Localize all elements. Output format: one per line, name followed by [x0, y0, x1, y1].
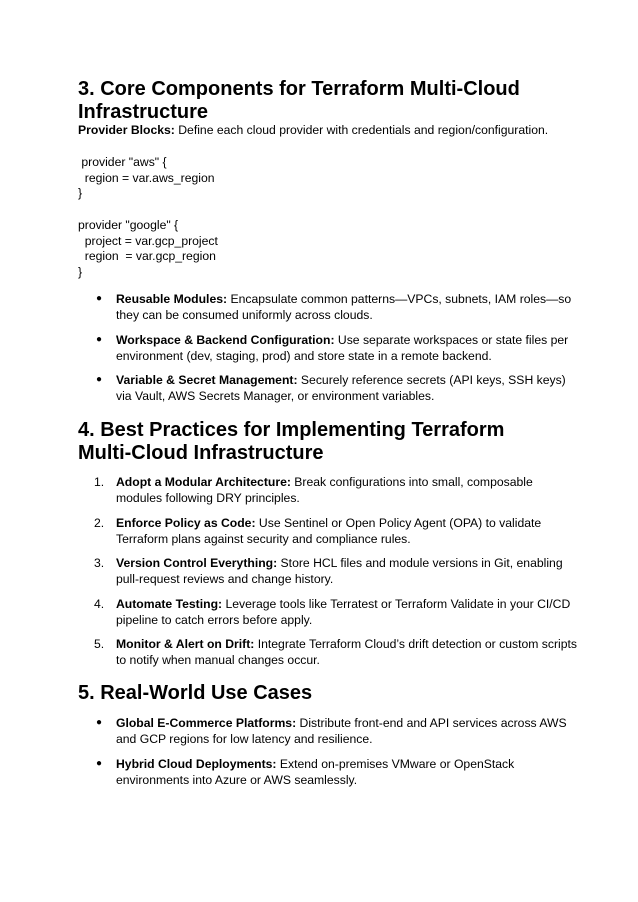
item-label: Automate Testing: [116, 596, 223, 611]
item-number: 5. [94, 637, 105, 651]
section-4-heading-line-2: Multi-Cloud Infrastructure [78, 442, 324, 464]
item-text: Use separate workspaces or state files per environment (dev, staging, prod) and store state in a remote backend. [116, 332, 569, 363]
item-label: Global E-Commerce Platforms: [116, 716, 297, 730]
item-text: Integrate Terraform Cloud’s drift detection or custom scripts to notify when manual changes occur. [116, 637, 577, 667]
item-text: Distribute front-end and API services across AWS and GCP regions for low latency and resilience. [116, 716, 567, 746]
list-item [78, 756, 578, 788]
item-text: Leverage tools like Terratest or Terraform Validate in your CI/CD pipeline to catch errors before apply. [116, 596, 571, 627]
item-label: Enforce Policy as Code: [116, 515, 256, 530]
section-5-heading: 5. Real-World Use Cases [78, 682, 313, 704]
list-item [78, 715, 578, 747]
list-item [78, 332, 578, 364]
item-text: Break configurations into small, composable modules following DRY principles. [116, 475, 533, 505]
list-item [78, 596, 578, 628]
provider-blocks-paragraph [78, 123, 548, 138]
item-number: 4. [94, 596, 105, 611]
item-label: Variable & Secret Management: [116, 373, 298, 387]
list-item [78, 291, 578, 323]
provider-code-block: provider "aws" { region = var.aws_region } provider "google" { project = var.gcp_project region = var.gcp_region } [78, 155, 218, 279]
item-number: 2. [94, 515, 105, 530]
list-item [78, 372, 578, 404]
list-item [78, 474, 578, 506]
item-label: Monitor & Alert on Drift: [116, 637, 255, 651]
section-4-heading-line-1: 4. Best Practices for Implementing Terraform [78, 419, 505, 441]
item-text: Extend on-premises VMware or OpenStack environments into Azure or AWS seamlessly. [116, 756, 515, 787]
item-label: Adopt a Modular Architecture: [116, 475, 291, 489]
section-3-bullet-list [78, 291, 578, 413]
bullet-icon: ● [96, 333, 103, 345]
bullet-icon: ● [96, 717, 103, 728]
item-label: Hybrid Cloud Deployments: [116, 756, 277, 771]
item-text: Use Sentinel or Open Policy Agent (OPA) to validate Terraform plans against security and compliance rules. [116, 515, 542, 546]
item-label: Reusable Modules: [116, 292, 228, 306]
bullet-icon: ● [96, 374, 103, 385]
section-4-heading [78, 419, 598, 465]
list-item [78, 515, 578, 547]
item-number: 3. [94, 556, 105, 570]
item-number: 1. [94, 475, 105, 489]
provider-blocks-label: Provider Blocks: [78, 123, 175, 137]
item-label: Workspace & Backend Configuration: [116, 332, 335, 347]
provider-blocks-text: Define each cloud provider with credentials and region/configuration. [174, 123, 549, 137]
section-4-numbered-list [78, 474, 578, 677]
section-5-bullet-list [78, 715, 578, 796]
item-label: Version Control Everything: [116, 556, 278, 570]
bullet-icon: ● [96, 757, 103, 769]
section-3-heading: 3. Core Components for Terraform Multi-Cloud Infrastructure [78, 78, 520, 123]
bullet-icon: ● [96, 293, 103, 304]
item-text: Encapsulate common patterns—VPCs, subnets, IAM roles—so they can be consumed uniformly across clouds. [116, 292, 572, 322]
list-item [78, 555, 578, 587]
item-text: Store HCL files and module versions in Git, enabling pull-request reviews and change history. [116, 556, 563, 586]
item-text: Securely reference secrets (API keys, SSH keys) via Vault, AWS Secrets Manager, or environment variables. [116, 373, 566, 403]
list-item [78, 636, 578, 668]
